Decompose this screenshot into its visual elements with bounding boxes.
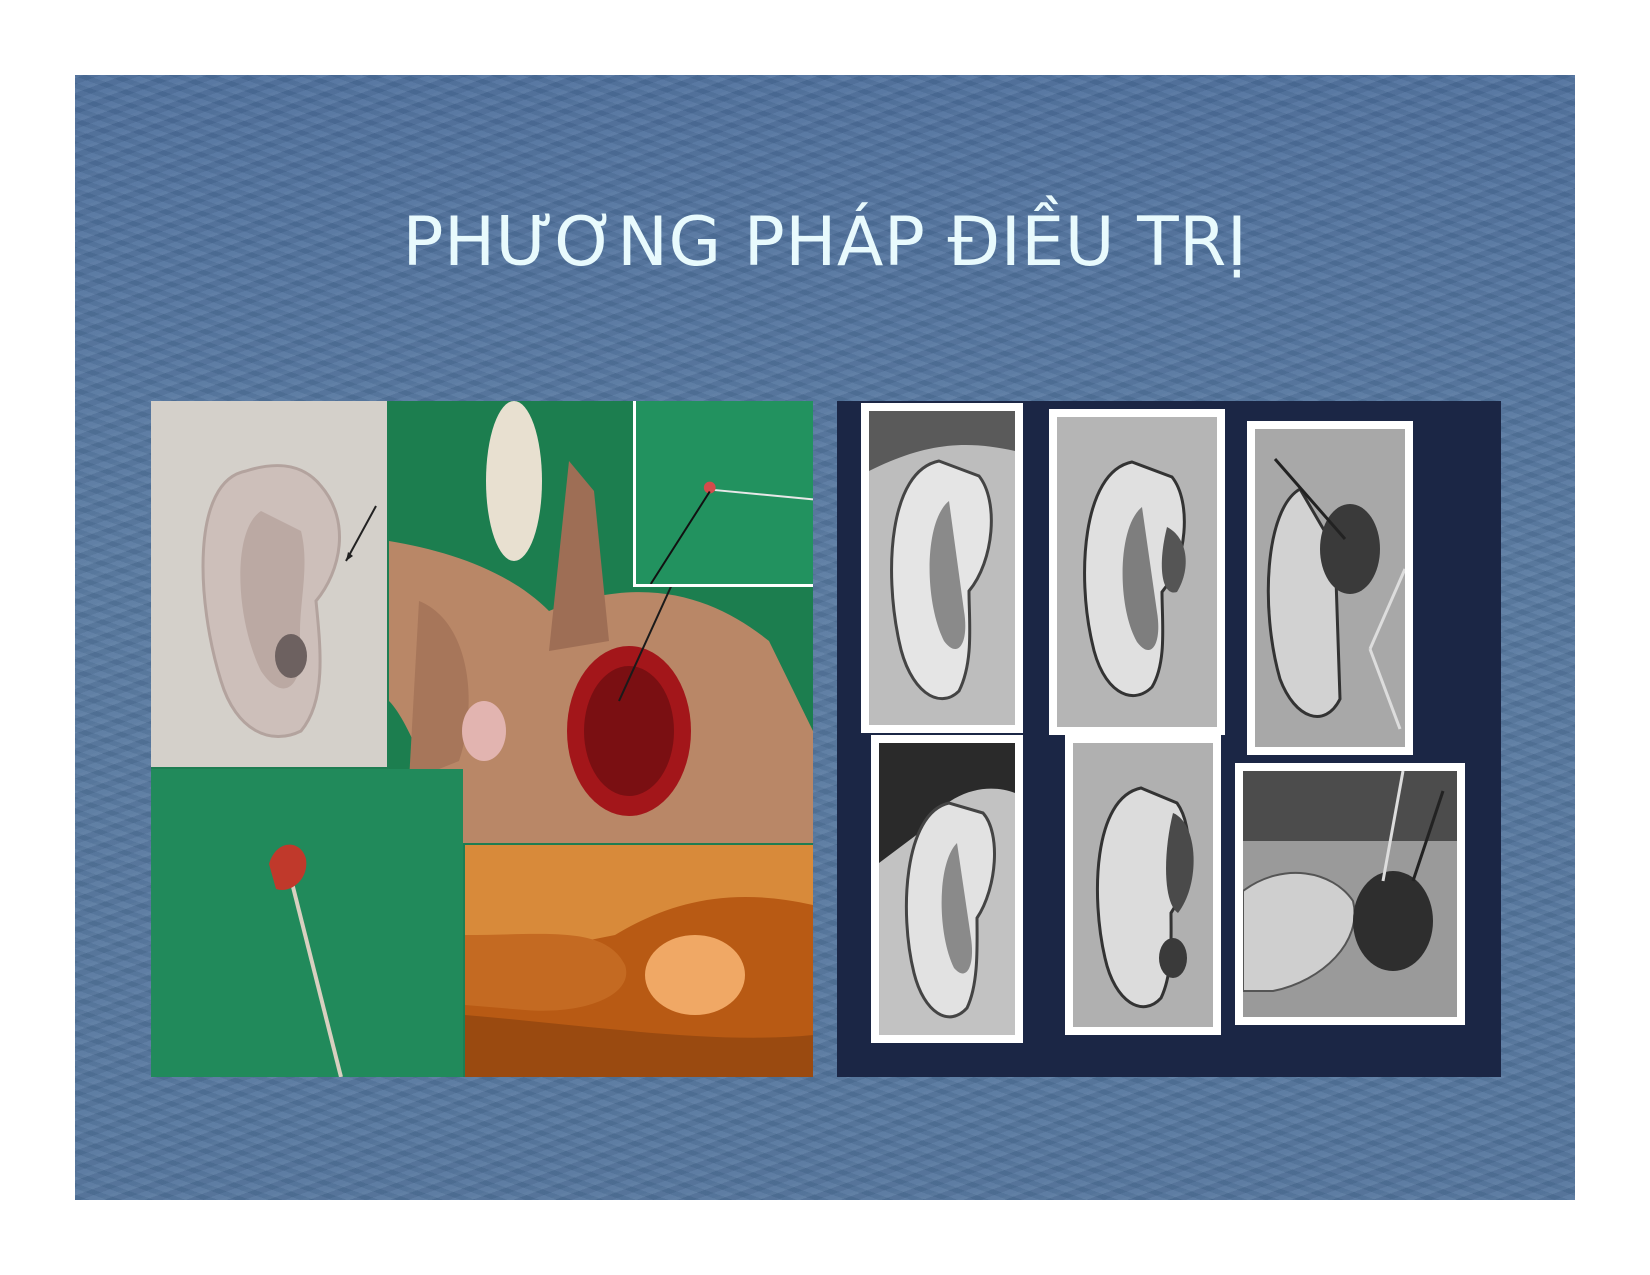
bw-ear-4 <box>871 735 1023 1043</box>
probe-in-sinus-photo <box>633 401 813 587</box>
bw-ear-3 <box>1247 421 1413 755</box>
slide <box>75 75 1575 1200</box>
left-photo-collage <box>151 401 813 1077</box>
bw-ear-5 <box>1065 735 1221 1035</box>
bw-ear-6 <box>1235 763 1465 1025</box>
slide-title: PHƯƠNG PHÁP ĐIỀU TRỊ <box>402 203 1248 282</box>
right-photo-collage <box>837 401 1501 1077</box>
finger-pressing-skin-photo <box>465 845 813 1077</box>
bw-ear-2 <box>1049 409 1225 735</box>
excised-tissue-on-probe-photo <box>151 769 463 1077</box>
bw-ear-1 <box>861 403 1023 733</box>
ear-preauricular-pit-photo <box>151 401 387 767</box>
